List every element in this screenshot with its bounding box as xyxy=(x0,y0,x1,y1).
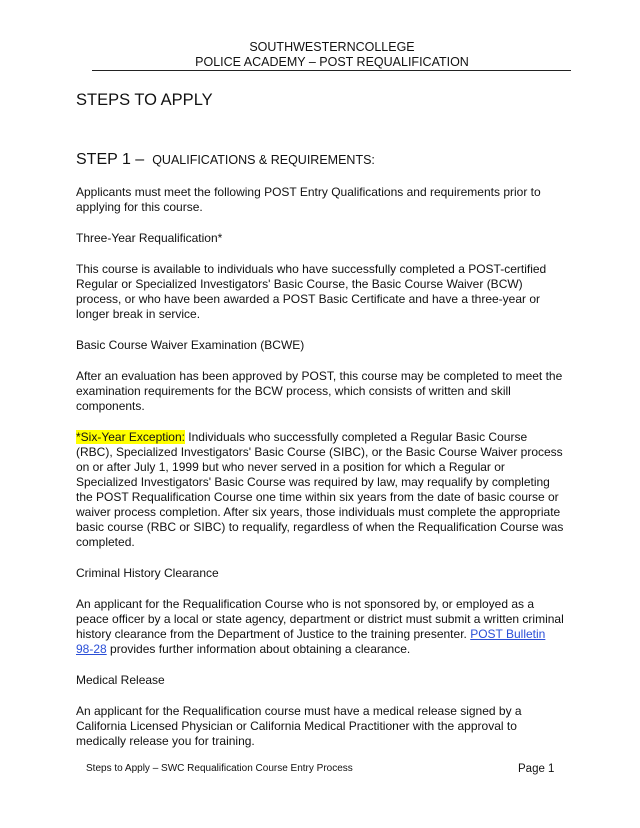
document-header xyxy=(92,40,572,70)
bcwe-paragraph: After an evaluation has been approved by POST, this course may be completed to meet the examination requirements for the BCW process, which consists of written and skill components. xyxy=(76,369,563,413)
three-year-paragraph: This course is available to individuals who have successfully completed a POST-certified Regular or Specialized Investigators' Basic Course, the Basic Course Waiver (BCW) process, or who have been awarded a POST Basic Certificate and have a three-year or longer break in service. xyxy=(76,262,547,321)
bcwe-heading: Basic Course Waiver Examination (BCWE) xyxy=(76,338,305,352)
footer-page-number: Page 1 xyxy=(518,763,555,775)
document-body xyxy=(76,90,566,765)
six-year-body: Individuals who successfully completed a Regular Basic Course (RBC), Specialized Investigators' Basic Course (SIBC), or the Basic Course Waiver process on or after July 1, 1999 but who never served in a position for which a Regular or Specialized Investigators' Basic Course was required by law, may requalify by completing the POST Requalification Course one time within six years from the date of basic course or waiver process completion. After six years, those individuals must complete the appropriate basic course (RBC or SIBC) to requalify, regardless of when the Requalification Course was completed. xyxy=(76,430,564,549)
six-year-label: *Six-Year Exception: xyxy=(76,430,185,444)
medical-release-paragraph: An applicant for the Requalification course must have a medical release signed by a California Licensed Physician or California Medical Practitioner with the approval to medically release you for training. xyxy=(76,704,522,748)
criminal-history-heading: Criminal History Clearance xyxy=(76,566,219,580)
step-1-label: STEP 1 – xyxy=(76,151,145,168)
six-year-paragraph xyxy=(76,430,566,550)
step-1-subtitle: QUALIFICATIONS & REQUIREMENTS: xyxy=(152,153,375,167)
header-divider xyxy=(92,70,571,71)
post-bulletin-link[interactable]: POST Bulletin 98-28 xyxy=(76,627,546,656)
step-1-heading xyxy=(76,150,566,170)
page-title: STEPS TO APPLY xyxy=(76,91,213,109)
intro-paragraph: Applicants must meet the following POST Entry Qualifications and requirements prior to applying for this course. xyxy=(76,185,541,214)
criminal-history-paragraph xyxy=(76,597,566,657)
header-program-title: POLICE ACADEMY – POST REQUALIFICATION xyxy=(195,55,469,69)
medical-release-heading: Medical Release xyxy=(76,673,165,687)
header-college-name: SOUTHWESTERNCOLLEGE xyxy=(249,40,415,54)
criminal-body-after: provides further information about obtaining a clearance. xyxy=(106,642,411,656)
three-year-heading: Three-Year Requalification* xyxy=(76,231,223,245)
criminal-body-before: An applicant for the Requalification Course who is not sponsored by, or employed as a peace officer by a local or state agency, department or district must submit a written criminal history clearance from the Department of Justice to the training presenter. xyxy=(76,597,564,641)
footer-document-title: Steps to Apply – SWC Requalification Course Entry Process xyxy=(86,763,353,774)
